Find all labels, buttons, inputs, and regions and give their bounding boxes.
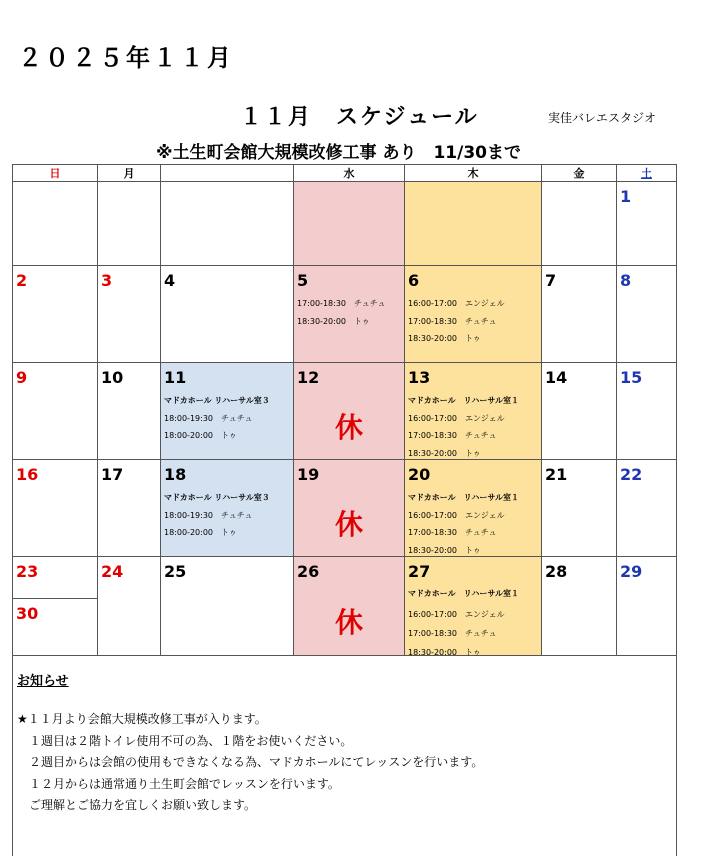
calendar-cell-day-8 xyxy=(617,266,677,363)
event-line: 18:30-20:00 トゥ xyxy=(408,334,481,343)
notice-line: １週目は２階トイレ使用不可の為、１階をお使いください。 xyxy=(17,733,353,748)
calendar-cell-day-28 xyxy=(542,557,617,656)
calendar-cell-day-18 xyxy=(161,460,294,557)
day-number: 15 xyxy=(620,368,643,387)
notice-section xyxy=(12,656,677,856)
closed-mark: 休 xyxy=(334,508,363,541)
event-line: 16:00-17:00 エンジェル xyxy=(408,610,505,619)
weekday-wed: 水 xyxy=(294,164,405,182)
calendar-cell-day-16 xyxy=(12,460,98,557)
event-line: 18:30-20:00 トゥ xyxy=(408,448,481,458)
schedule-title: １１月 スケジュール xyxy=(240,105,479,130)
day-number: 13 xyxy=(408,368,431,387)
weekday-thu: 木 xyxy=(405,164,542,182)
year-month-title: ２０２５年１１月 xyxy=(18,44,234,72)
event-line: 17:00-18:30 チュチュ xyxy=(408,316,497,326)
calendar-cell-day-17 xyxy=(98,460,161,557)
event-venue: マドカホール リハーサル室１ xyxy=(408,589,519,598)
calendar-cell-empty xyxy=(161,182,294,266)
event-list xyxy=(408,392,519,462)
event-line: 17:00-18:30 チュチュ xyxy=(408,431,497,440)
notice-line: １２月からは通常通り土生町会館でレッスンを行います。 xyxy=(17,776,340,791)
calendar-cell-day-4 xyxy=(161,266,294,363)
day-number: 26 xyxy=(297,562,320,581)
calendar-cell-day-7 xyxy=(542,266,617,363)
day-number: 7 xyxy=(545,271,557,290)
calendar-cell-empty xyxy=(542,182,617,266)
day-number: 3 xyxy=(101,271,113,290)
day-number: 28 xyxy=(545,562,568,581)
calendar-cell-day-22 xyxy=(617,460,677,557)
day-number: 1 xyxy=(620,187,632,206)
day-number: 6 xyxy=(408,271,420,290)
weekday-tue xyxy=(161,164,294,182)
day-number: 24 xyxy=(101,562,124,581)
calendar-cell-day-1 xyxy=(617,182,677,266)
calendar-cell-day-27 xyxy=(405,557,542,656)
day-number: 25 xyxy=(164,562,187,581)
renovation-notice-row xyxy=(0,138,707,163)
calendar-cell-day-6 xyxy=(405,266,542,363)
event-list xyxy=(408,489,519,559)
calendar-cell-day-10 xyxy=(98,363,161,460)
day-number: 12 xyxy=(297,368,320,387)
calendar-cell-day-11 xyxy=(161,363,294,460)
calendar-cell-day-19 xyxy=(294,460,405,557)
event-line: 17:00-18:30 チュチュ xyxy=(408,528,497,537)
studio-name: 実佳バレエスタジオ xyxy=(548,111,657,125)
day-number: 18 xyxy=(164,465,187,484)
event-line: 18:00-20:00 トゥ xyxy=(164,431,237,440)
event-venue: マドカホール リハーサル室３ xyxy=(164,493,270,502)
event-venue: マドカホール リハーサル室１ xyxy=(408,493,519,502)
calendar-cell-day-26 xyxy=(294,557,405,656)
calendar-cell-day-5 xyxy=(294,266,405,363)
calendar-cell-day-15 xyxy=(617,363,677,460)
event-line: 16:00-17:00 エンジェル xyxy=(408,299,505,308)
notice-heading: お知らせ xyxy=(17,674,69,689)
event-line: 17:00-18:30 チュチュ xyxy=(297,299,386,308)
calendar-cell-day-14 xyxy=(542,363,617,460)
day-number: 11 xyxy=(164,368,187,387)
calendar-cell-day-12 xyxy=(294,363,405,460)
day-number: 20 xyxy=(408,465,431,484)
event-line: 18:00-20:00 トゥ xyxy=(164,528,237,537)
day-number: 10 xyxy=(101,368,124,387)
day-number: 8 xyxy=(620,271,632,290)
notice-line: ２週目からは会館の使用もできなくなる為、マドカホールにてレッスンを行います。 xyxy=(17,755,484,769)
event-line: 16:00-17:00 エンジェル xyxy=(408,413,505,423)
event-venue: マドカホール リハーサル室１ xyxy=(408,396,519,405)
day-number: 30 xyxy=(16,604,39,623)
calendar-cell-empty xyxy=(98,182,161,266)
calendar-cell-day-20 xyxy=(405,460,542,557)
weekday-sun: 日 xyxy=(12,164,98,182)
calendar-cell-day-25 xyxy=(161,557,294,656)
day-number: 2 xyxy=(16,271,28,290)
event-list xyxy=(297,295,386,330)
event-line: 17:00-18:30 チュチュ xyxy=(408,629,497,638)
calendar-cell-empty xyxy=(294,182,405,266)
event-line: 18:30-20:00 トゥ xyxy=(408,545,481,555)
event-list xyxy=(408,584,519,662)
day-number: 29 xyxy=(620,562,643,581)
weekday-fri: 金 xyxy=(542,164,617,182)
notice-line: ★１１月より会館大規模改修工事が入ります。 xyxy=(17,712,267,726)
calendar-grid xyxy=(12,164,677,656)
calendar-cell-day-2 xyxy=(12,266,98,363)
weekday-mon: 月 xyxy=(98,164,161,182)
event-line: 18:30-20:00 トゥ xyxy=(408,648,481,657)
event-list xyxy=(164,489,270,542)
day-number: 9 xyxy=(16,368,28,387)
closed-mark: 休 xyxy=(334,606,363,639)
calendar-cell-day-29 xyxy=(617,557,677,656)
calendar-cell-day-13 xyxy=(405,363,542,460)
day-number: 17 xyxy=(101,465,124,484)
day-number: 22 xyxy=(620,465,643,484)
day-number: 23 xyxy=(16,562,39,581)
calendar-cell-empty xyxy=(405,182,542,266)
notice-body xyxy=(17,709,483,817)
calendar-cell-day-21 xyxy=(542,460,617,557)
event-list xyxy=(164,392,270,445)
day-number: 4 xyxy=(164,271,176,290)
event-list xyxy=(408,295,505,348)
calendar-cell-day-30 xyxy=(12,599,98,656)
calendar-cell-empty xyxy=(12,182,98,266)
day-number: 27 xyxy=(408,562,431,581)
calendar-cell-day-24 xyxy=(98,557,161,656)
closed-mark: 休 xyxy=(334,411,363,444)
weekday-sat: 土 xyxy=(617,164,677,182)
day-number: 5 xyxy=(297,271,309,290)
event-line: 18:00-19:30 チュチュ xyxy=(164,510,253,520)
notice-line: ご理解とご協力を宜しくお願い致します。 xyxy=(17,798,257,812)
event-line: 16:00-17:00 エンジェル xyxy=(408,510,505,520)
day-number: 19 xyxy=(297,465,320,484)
event-venue: マドカホール リハーサル室３ xyxy=(164,396,270,405)
calendar-cell-day-23 xyxy=(12,557,98,599)
calendar-cell-day-3 xyxy=(98,266,161,363)
renovation-notice: ※土生町会館大規模改修工事 あり 11/30まで xyxy=(156,143,521,163)
calendar-cell-day-9 xyxy=(12,363,98,460)
event-line: 18:00-19:30 チュチュ xyxy=(164,413,253,423)
event-line: 18:30-20:00 トゥ xyxy=(297,316,370,326)
day-number: 14 xyxy=(545,368,568,387)
day-number: 16 xyxy=(16,465,39,484)
day-number: 21 xyxy=(545,465,568,484)
